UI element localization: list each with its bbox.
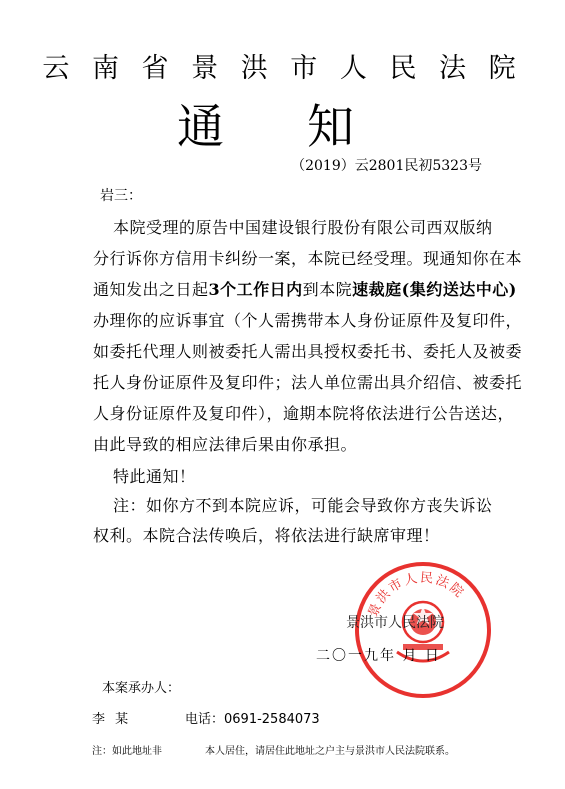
handler-label: 本案承办人： — [102, 681, 181, 696]
note-line-2: 权利。本院合法传唤后，将依法进行缺席审理！ — [93, 526, 440, 545]
case-number: （2019）云2801民初5323号 — [291, 158, 482, 174]
note-line-1: 注：如你方不到本院应诉，可能会导致你方丧失诉讼 — [113, 496, 493, 515]
tribunal-highlight: 速裁庭(集约送达中心) — [352, 280, 517, 299]
addressee: 岩三： — [100, 188, 142, 204]
body-line-3 — [93, 277, 517, 300]
body-text: 由此导致的相应法律后果由你承担。 — [93, 435, 358, 454]
body-line-5 — [93, 339, 522, 362]
notice-title: 通 知 — [177, 100, 388, 155]
footer-note-left: 注：如此地址非 — [92, 746, 162, 757]
seal-text: 景洪市人民法院 — [365, 570, 468, 620]
body-text: 分行诉你方信用卡纠纷一案，本院已经受理。现通知你在本 — [93, 249, 523, 268]
body-text: 如委托代理人则被委托人需出具授权委托书、委托人及被委 — [93, 342, 523, 361]
special-notice: 特此通知！ — [113, 467, 196, 486]
body-line-6 — [93, 370, 522, 393]
body-text: 本院受理的原告中国建设银行股份有限公司西双版纳 — [113, 218, 493, 237]
footer-note-right: 本人居住，请居住此地址之户主与景洪市人民法院联系。 — [205, 746, 455, 757]
issue-date: 二〇一九年 月 日 — [316, 648, 441, 664]
body-line-4 — [93, 308, 522, 331]
body-text: 人身份证原件及复印件），逾期本院将依法进行公告送达， — [93, 404, 515, 423]
body-line-1 — [113, 215, 493, 238]
court-name: 云 南 省 景 洪 市 人 民 法 院 — [42, 53, 523, 84]
body-text: 到本院 — [302, 280, 353, 299]
body-text: 通知发出之日起 — [93, 280, 209, 299]
body-line-8 — [93, 432, 357, 455]
judge-name: 李 某 — [92, 712, 132, 727]
body-text: 托人身份证原件及复印件；法人单位需出具介绍信、被委托 — [93, 373, 523, 392]
deadline-highlight: 3个工作日内 — [208, 280, 303, 299]
phone-number: 电话：0691-2584073 — [185, 712, 320, 727]
body-line-7 — [93, 401, 514, 424]
body-line-2 — [93, 246, 522, 269]
issuer-name: 景洪市人民法院 — [346, 615, 444, 631]
body-text: 办理你的应诉事宜（个人需携带本人身份证原件及复印件， — [93, 311, 523, 330]
